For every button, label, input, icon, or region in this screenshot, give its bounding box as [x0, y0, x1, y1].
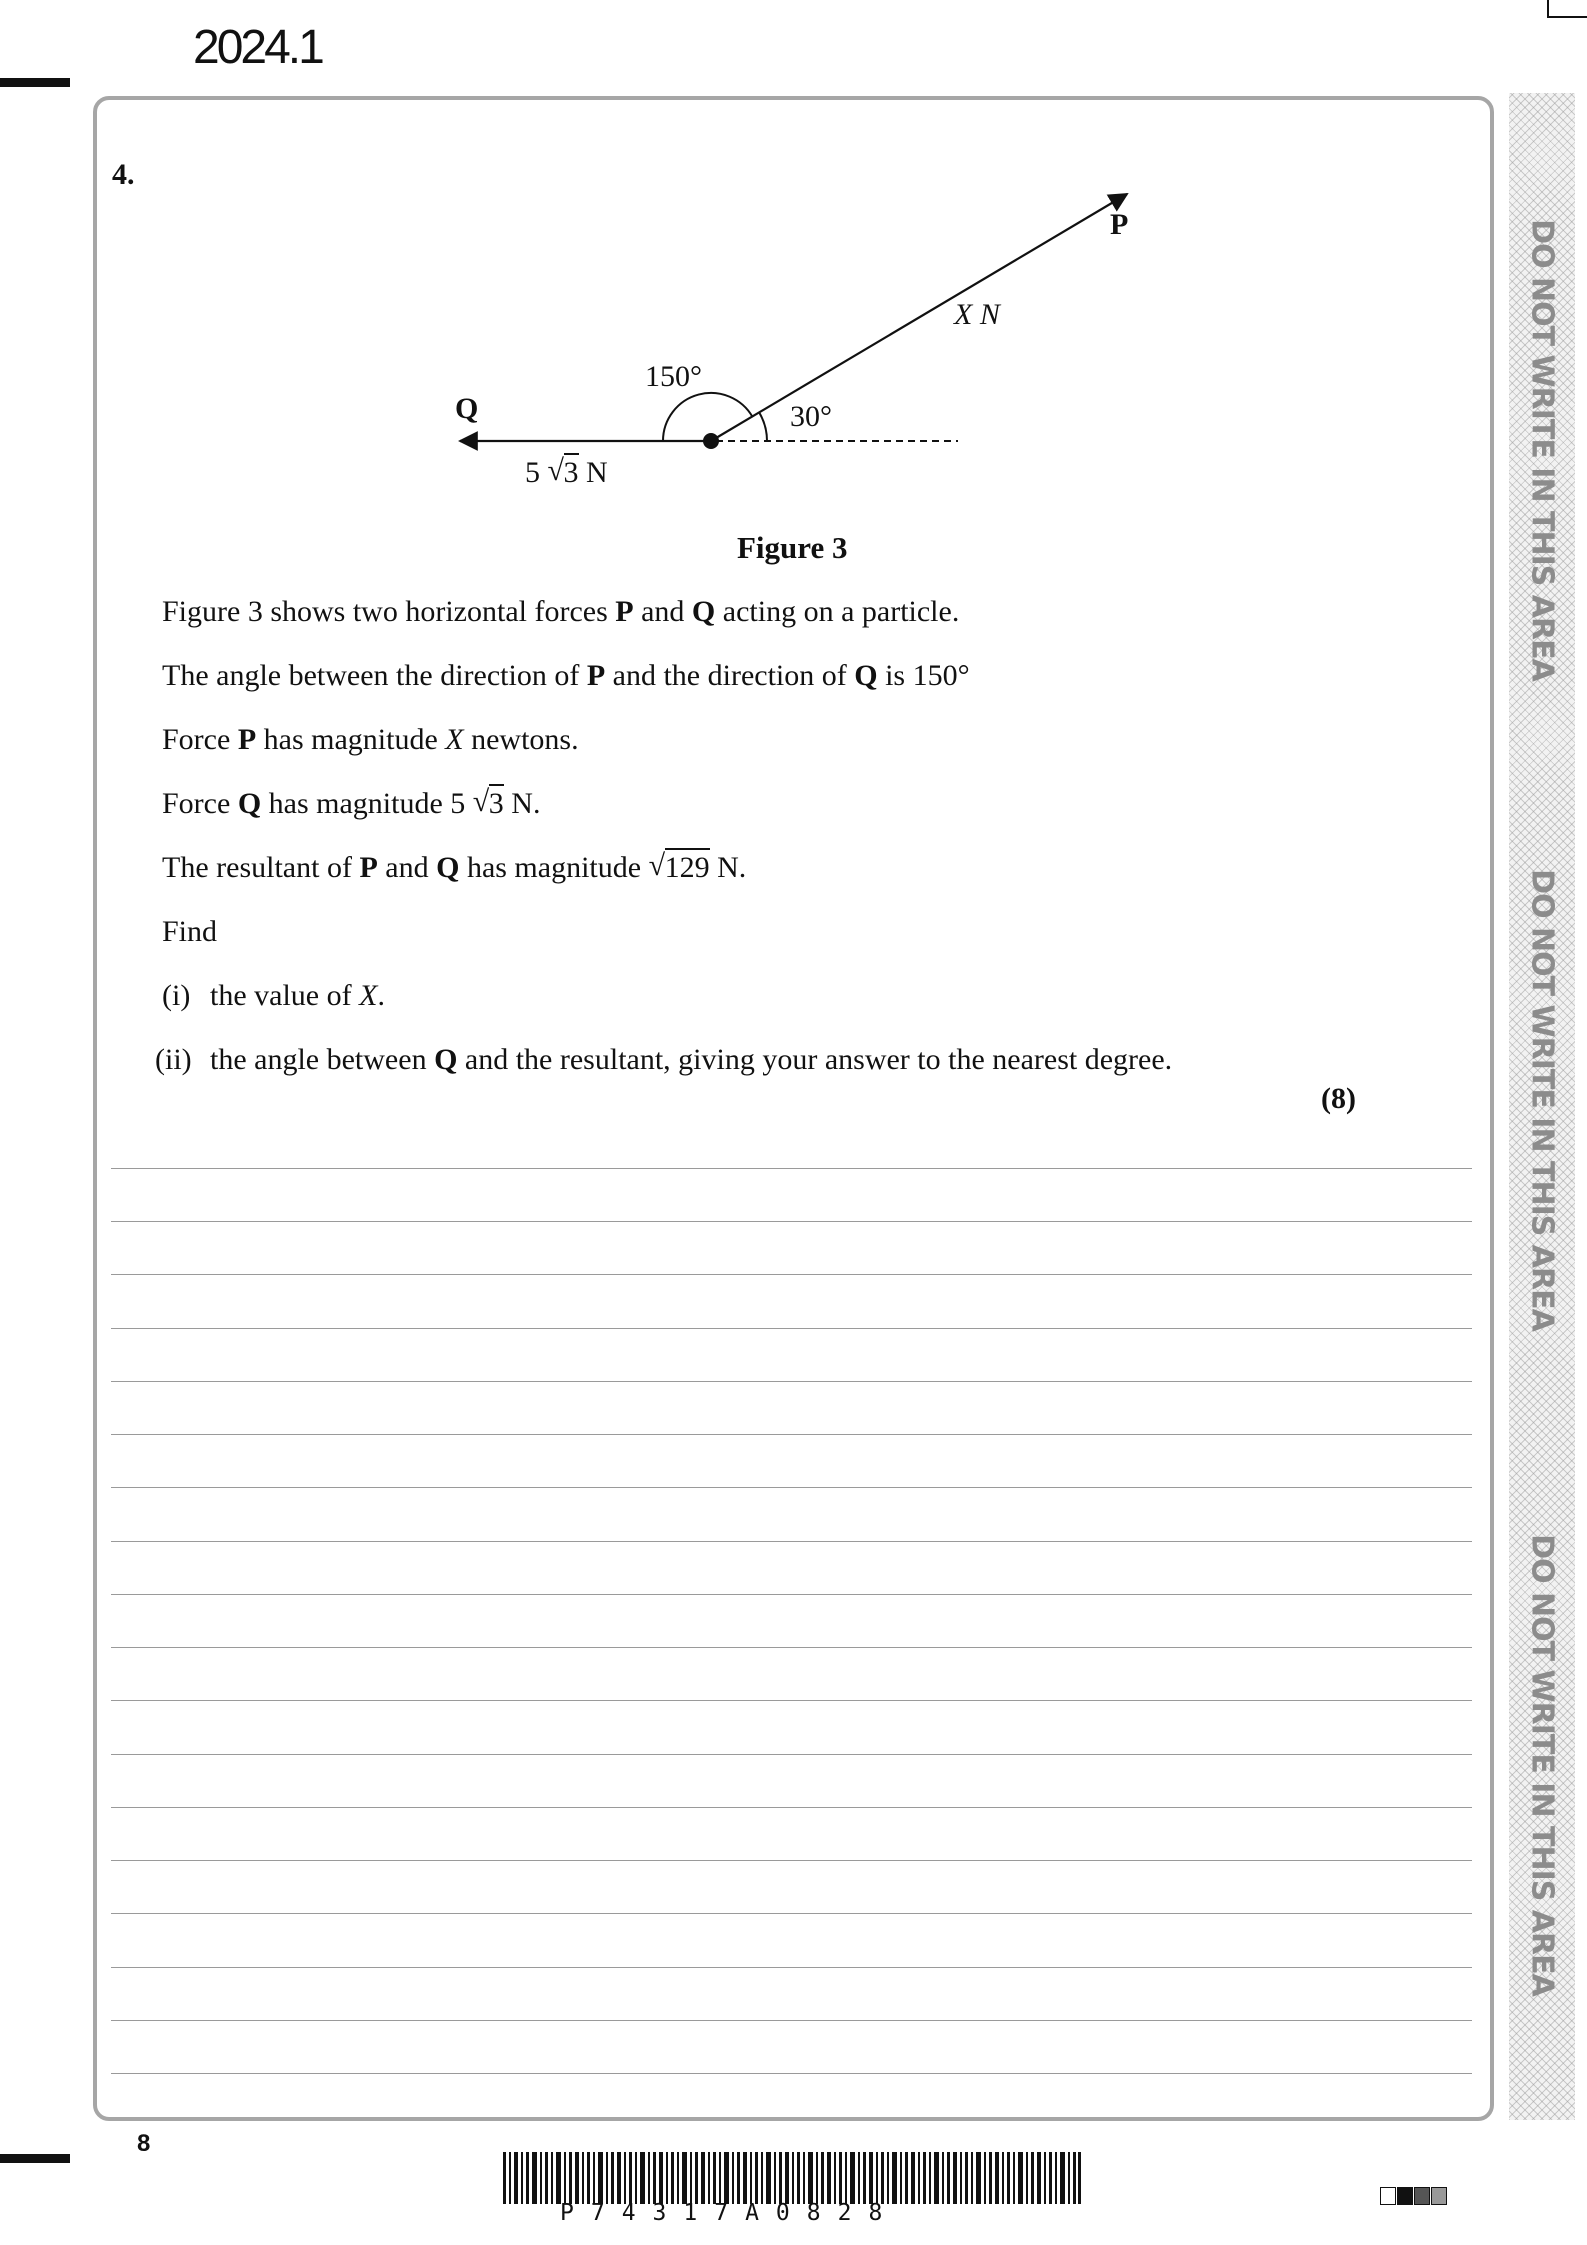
- page-number: 8: [137, 2130, 151, 2157]
- answer-line[interactable]: [111, 1967, 1472, 1968]
- question-line-4: Force Q has magnitude 5 √ 3 N.: [162, 787, 540, 821]
- label-q: Q: [455, 392, 479, 425]
- answer-line[interactable]: [111, 2073, 1472, 2074]
- label-q-magnitude: 5 √ 3 N: [525, 456, 608, 490]
- question-line-2: The angle between the direction of P and the direction of Q is 150°: [162, 659, 970, 692]
- answer-line[interactable]: [111, 1913, 1472, 1914]
- label-xn: X N: [954, 298, 1000, 331]
- force-diagram: [430, 180, 1190, 500]
- barcode-number: P74317A0828: [560, 2200, 900, 2226]
- label-angle-30: 30°: [790, 400, 832, 433]
- label-p: P: [1110, 208, 1129, 241]
- answer-line[interactable]: [111, 1381, 1472, 1382]
- answer-line[interactable]: [111, 1434, 1472, 1435]
- page-marker-squares: [1380, 2187, 1448, 2205]
- figure-caption: Figure 3: [737, 530, 848, 565]
- answer-line[interactable]: [111, 1487, 1472, 1488]
- question-line-5: The resultant of P and Q has magnitude √ 129 N.: [162, 851, 746, 885]
- answer-line[interactable]: [111, 1274, 1472, 1275]
- answer-line[interactable]: [111, 1168, 1472, 1169]
- crop-mark-bottom: [0, 2154, 70, 2163]
- answer-line[interactable]: [111, 1647, 1472, 1648]
- question-line-1: Figure 3 shows two horizontal forces P and Q acting on a particle.: [162, 595, 960, 628]
- force-p-line: [711, 194, 1127, 441]
- question-number: 4.: [112, 158, 135, 191]
- answer-line[interactable]: [111, 1221, 1472, 1222]
- answer-line[interactable]: [111, 1541, 1472, 1542]
- part-ii-text: the angle between Q and the resultant, giving your answer to the nearest degree.: [210, 1043, 1173, 1076]
- answer-line[interactable]: [111, 1700, 1472, 1701]
- part-ii-number: (ii): [155, 1043, 192, 1076]
- answer-line[interactable]: [111, 1860, 1472, 1861]
- angle-arc-30: [760, 413, 768, 441]
- answer-line[interactable]: [111, 1594, 1472, 1595]
- label-angle-150: 150°: [645, 360, 702, 393]
- part-i-text: the value of X.: [210, 979, 385, 1012]
- part-i-number: (i): [162, 979, 191, 1012]
- marks-available: (8): [1321, 1082, 1356, 1115]
- barcode: [503, 2152, 1081, 2204]
- particle-dot: [703, 433, 719, 449]
- answer-line[interactable]: [111, 1328, 1472, 1329]
- find-label: Find: [162, 915, 218, 948]
- crop-mark-top: [0, 78, 70, 87]
- corner-crop-mark: [1547, 0, 1587, 18]
- answer-line[interactable]: [111, 1807, 1472, 1808]
- answer-line[interactable]: [111, 1754, 1472, 1755]
- paper-code: 2024.1: [193, 21, 322, 74]
- answer-line[interactable]: [111, 2020, 1472, 2021]
- question-line-3: Force P has magnitude X newtons.: [162, 723, 579, 756]
